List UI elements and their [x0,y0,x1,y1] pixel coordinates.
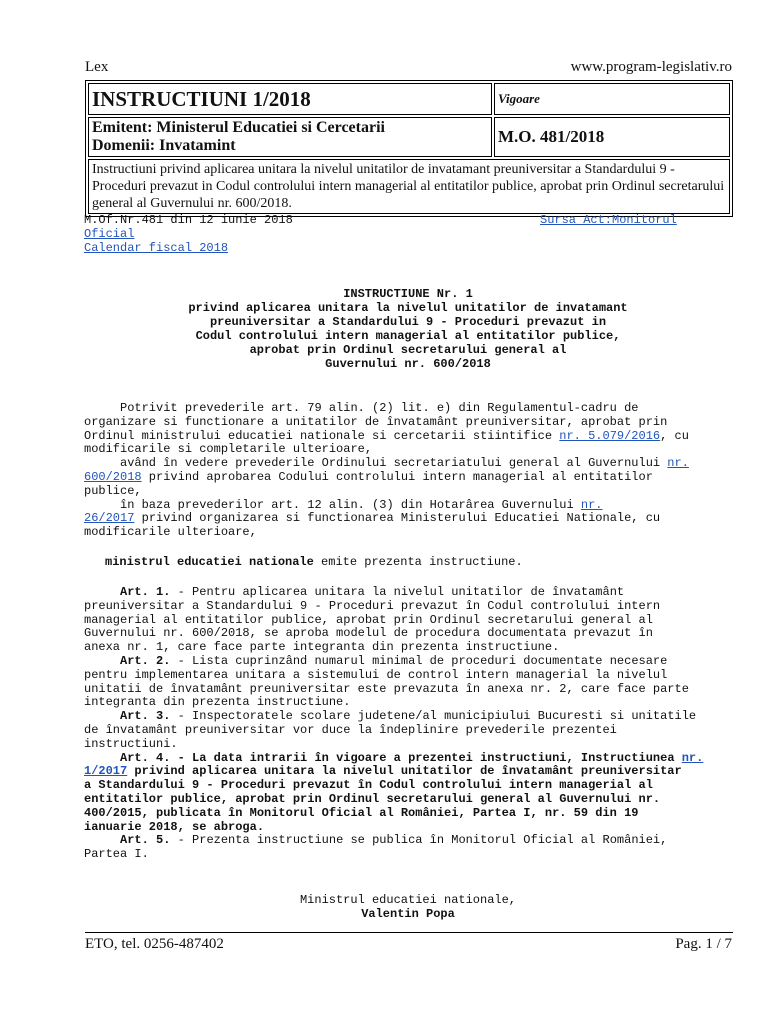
article-5-text: - Prezenta instructiune se publica în Monitorul Oficial al României, Partea I. [84,833,668,862]
heading-line-3: preuniversitar a Standardului 9 - Proceduri prevazut in [209,315,607,329]
article-1-text: - Pentru aplicarea unitara la nivelul unitatilor de învatamânt preuniversitar a Standardului 9 - Proceduri prevazut în Codul controlului intern managerial al entitatilor publice, aprobat prin Ordinul secretarului general al Guvernului nr. 600/2018, se aproba modelul de procedura documentata prevazut în anexa nr. 1, care face parte integranta din prezenta instructiune. [84,585,661,655]
link-hg-26-2017[interactable]: nr. [580,497,603,512]
act-meta-table [85,80,733,217]
link-instructiunea-1-2017-cont[interactable] [84,764,127,778]
article-2-text: - Lista cuprinzând numarul minimal de proceduri documentate necesare pentru implementarea unitara a sistemului de control intern managerial la nivelul unitatii de învatamânt preuniversitar este prevazuta în anexa nr. 2, care face parte integranta din prezenta instructiune. [84,653,689,710]
link-ordin-600-2018-cont[interactable]: 600/2018 [84,469,142,484]
sursa-act-link-cont[interactable]: Oficial [84,227,135,241]
page-number: Pag. 1 / 7 [675,936,732,952]
preamble-text: privind aprobarea Codului controlului intern managerial al entitatilor publice, în baza prevederilor art. 12 alin. (3) din Hotarârea Guvernului [84,469,653,512]
header-lex: Lex [85,59,109,75]
act-title: INSTRUCTIUNI 1/2018 [88,83,492,115]
article-4-text-1: - La data intrarii în vigoare a prezentei instructiuni, Instructiunea [170,750,682,765]
link-hg-26-2017-cont[interactable]: 26/2017 [84,511,135,526]
page-header [85,57,733,77]
link-instructiunea-1-2017-a: nr. [681,750,704,765]
preamble-text: , cu modificarile si completarile ulterioare, având în vedere prevederile Ordinului secretariatului general al Guvernului [84,428,689,471]
article-5-label: Art. 5. [120,833,171,848]
calendar-fiscal-link[interactable]: Calendar fiscal 2018 [84,241,229,255]
heading-line-2: privind aplicarea unitara la nivelul unitatilor de invatamant [188,301,628,315]
header-website: www.program-legislativ.ro [570,59,732,75]
minister-title: ministrul educatiei nationale [105,555,314,569]
link-ordin-5079-2016[interactable]: nr. 5.079/2016 [559,428,661,443]
signature-role: Ministrul educatiei nationale, [299,893,517,907]
footer-divider [85,932,733,933]
link-ordin-600-2018[interactable]: nr. [667,456,689,471]
article-4-label: Art. 4. [120,750,171,765]
preamble-text: privind organizarea si functionarea Ministerului Educatiei Nationale, cu modificarile ulterioare, [84,511,661,540]
heading-line-4: Codul controlului intern managerial al entitatilor publice, [195,329,621,343]
article-4-text-2: privind aplicarea unitara la nivelul unitatilor de învatamânt preuniversitar a Standardului 9 - Proceduri prevazut în Codul controlului intern managerial al entitatilor publice, aprobat prin Ordinul secretarului general al Guvernului nr. 400/2015, publicata în Monitorul Oficial al României, Partea I, nr. 59 din 19 ianuarie 2018, se abroga. [84,764,682,834]
footer-contact: ETO, tel. 0256-487402 [85,936,224,952]
status-badge: Vigoare [494,83,730,115]
heading-line-1: INSTRUCTIUNE Nr. 1 [343,287,473,301]
heading-line-5: aprobat prin Ordinul secretarului general al [249,343,567,357]
mof-reference: M.Of.Nr.481 din 12 iunie 2018 [84,213,293,227]
preamble-text: Potrivit prevederile art. 79 alin. (2) lit. e) din Regulamentul-cadru de organizare si functionare a unitatilor de învatamânt preuniversitar, aprobat prin Ordinul ministrului educatiei nationale si cercetarii stiintifice [84,401,668,443]
monitor-oficial-ref: M.O. 481/2018 [494,117,730,157]
article-2-label: Art. 2. [120,653,171,668]
link-instructiunea-1-2017[interactable] [682,751,704,765]
signature-name: Valentin Popa [361,907,455,921]
minister-statement-rest: emite prezenta instructiune. [313,555,523,569]
minister-statement [105,556,523,570]
articles [84,586,703,862]
act-emitent: Emitent: Ministerul Educatiei si Cercetarii [92,119,385,136]
preamble [84,402,689,540]
act-domenii: Domenii: Invatamint [92,137,236,154]
act-emitent-cell [88,117,492,157]
heading-line-6: Guvernului nr. 600/2018 [325,357,491,371]
article-1-label: Art. 1. [120,585,171,599]
link-instructiunea-1-2017-b: 1/2017 [84,764,128,779]
act-description: Instructiuni privind aplicarea unitara la nivelul unitatilor de invatamant preuniversitar a Standardului 9 - Proceduri prevazut in Codul controlului intern managerial al entitatilor publice, aprobat prin Ordinul secretarului general al Guvernului nr. 600/2018. [88,159,730,214]
article-3-text: - Inspectoratele scolare judetene/al municipiului Bucuresti si unitatile de învatamânt preuniversitar vor duce la îndeplinire prevederile prezentei instructiuni. [84,709,697,751]
sursa-act-link[interactable]: Sursa Act:Monitorul [540,213,677,227]
article-3-label: Art. 3. [120,709,171,724]
